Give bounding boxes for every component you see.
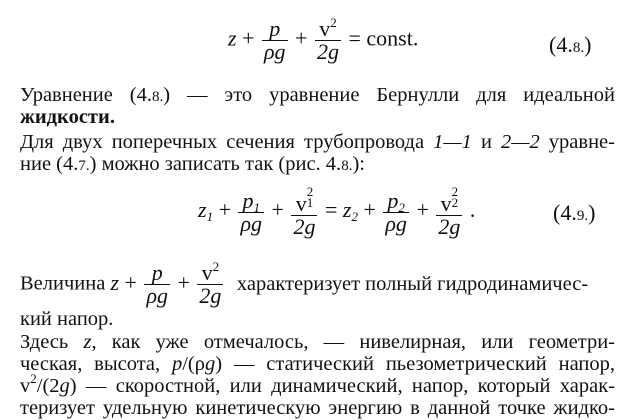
eq2-plus: + bbox=[218, 197, 231, 223]
para4-text: ) — статический пьезометрический напор, bbox=[215, 353, 615, 375]
eq2-p2 bbox=[383, 187, 409, 215]
eq2-sub: 1 bbox=[206, 209, 214, 225]
para3-velocity-fraction bbox=[197, 259, 223, 308]
eq2-p1 bbox=[238, 187, 264, 215]
eq2-v1 bbox=[291, 186, 317, 216]
eq2-velocity-fraction-1 bbox=[291, 186, 317, 238]
eq2-z: z bbox=[198, 197, 207, 223]
bernoulli-equation bbox=[228, 15, 419, 64]
eq1-number-value: 8. bbox=[572, 40, 585, 56]
para3-v-squared bbox=[197, 259, 223, 285]
para3-plus: + bbox=[124, 269, 137, 295]
para3-two-g: 2g bbox=[199, 283, 222, 308]
para1-text: жидкости. bbox=[20, 106, 115, 128]
para4-line1 bbox=[20, 331, 615, 353]
para3-line2 bbox=[20, 308, 615, 330]
para3-z: z bbox=[110, 269, 120, 295]
eq2-rho-g: ρg bbox=[240, 210, 263, 236]
eq1-number-suffix: ) bbox=[584, 32, 592, 57]
eq1-number-prefix: (4. bbox=[549, 32, 573, 57]
eq2-v: v bbox=[295, 191, 307, 216]
equation-number-4-9 bbox=[553, 200, 595, 226]
eq2-v1-indices bbox=[307, 186, 314, 208]
eq1-rho-g: ρg bbox=[263, 39, 286, 64]
para4-p: p bbox=[171, 353, 183, 375]
para3-v: v bbox=[201, 260, 213, 285]
para4-line4 bbox=[20, 397, 615, 419]
eq2-velocity-fraction-2 bbox=[436, 186, 462, 238]
para2-text: уравне- bbox=[539, 131, 615, 153]
eq1-square: 2 bbox=[330, 15, 337, 30]
equation-ref: 7. bbox=[78, 158, 90, 174]
para4-text: /(ρ bbox=[182, 353, 205, 375]
para4-text: ) — скоростной, или динамический, напор, который харак- bbox=[69, 375, 615, 397]
para3-p: p bbox=[144, 262, 170, 285]
para4-text: Здесь bbox=[20, 331, 84, 353]
eq2-p: p bbox=[387, 187, 399, 213]
eq1-v-squared bbox=[315, 15, 341, 41]
eq2-sub: 1 bbox=[306, 195, 314, 210]
para3-plus: + bbox=[177, 269, 190, 295]
para1-text: Уравнение (4. bbox=[20, 84, 152, 106]
para3-square: 2 bbox=[212, 259, 220, 274]
eq2-two-g: 2g bbox=[438, 214, 461, 239]
eq2-v2-indices bbox=[452, 186, 459, 208]
eq2-pressure-fraction-1 bbox=[238, 187, 264, 236]
para4-square: 2 bbox=[30, 371, 37, 386]
para4-g: g bbox=[59, 375, 70, 397]
para3-rho-g: ρg bbox=[146, 283, 168, 308]
section-label-2: 2—2 bbox=[501, 131, 540, 153]
eq2-rho-g: ρg bbox=[385, 210, 407, 236]
para4-g: g bbox=[205, 353, 216, 375]
eq2-plus: + bbox=[271, 197, 284, 223]
eq2-number-prefix: (4. bbox=[553, 200, 577, 225]
para2-line1 bbox=[20, 131, 615, 153]
eq2-sup: 2 bbox=[451, 184, 459, 199]
para4-text: ческая, высота, bbox=[20, 353, 172, 375]
para2-text: и bbox=[471, 131, 501, 153]
para1-line2 bbox=[20, 106, 615, 128]
para3-pressure-fraction bbox=[144, 262, 170, 307]
eq2-period: . bbox=[469, 197, 476, 223]
para4-line3 bbox=[20, 371, 615, 397]
section-label-1: 1—1 bbox=[433, 131, 472, 153]
figure-ref: 8. bbox=[341, 158, 353, 174]
eq1-velocity-fraction bbox=[315, 15, 341, 64]
para4-z: z bbox=[83, 331, 92, 353]
para4-text: , как уже отмечалось, — нивелирная, или геометри- bbox=[91, 331, 616, 353]
eq2-equals: = bbox=[324, 197, 338, 223]
equation-number-4-8 bbox=[549, 32, 591, 58]
eq2-number-suffix: ) bbox=[588, 200, 596, 225]
para4-v: v bbox=[20, 375, 31, 397]
two-section-equation bbox=[198, 186, 475, 238]
eq2-p: p bbox=[242, 187, 254, 213]
para2-text: ние (4. bbox=[20, 153, 79, 175]
para1-text: ) — это уравнение Бернулли для идеальной bbox=[163, 84, 615, 106]
para2-text: Для двух поперечных сечения трубопровода bbox=[20, 131, 434, 153]
para3-text: характеризует полный гидродинамичес- bbox=[236, 272, 589, 295]
eq2-plus: + bbox=[363, 197, 376, 223]
eq1-p: p bbox=[262, 18, 288, 41]
eq2-plus: + bbox=[416, 197, 429, 223]
eq2-sup: 2 bbox=[306, 184, 314, 199]
para3-line1 bbox=[20, 259, 589, 308]
para1-ref: 8. bbox=[151, 89, 164, 105]
para4-text: теризует удельную кинетическую энергию в данной точке жидко- bbox=[20, 397, 615, 419]
eq1-z: z bbox=[228, 25, 237, 51]
eq2-two-g: 2g bbox=[293, 214, 316, 239]
eq1-v: v bbox=[319, 16, 331, 41]
eq2-sub: 2 bbox=[351, 209, 358, 225]
eq1-const: = const. bbox=[348, 25, 419, 51]
para4-text: /(2 bbox=[36, 375, 60, 397]
eq1-two-g: 2g bbox=[316, 39, 339, 64]
eq1-plus: + bbox=[242, 25, 255, 51]
eq1-pressure-fraction bbox=[262, 18, 288, 63]
eq2-z2 bbox=[342, 197, 358, 225]
eq2-pressure-fraction-2 bbox=[383, 187, 409, 236]
eq2-v: v bbox=[440, 191, 452, 216]
para1-line1 bbox=[20, 84, 615, 108]
para4-line2 bbox=[20, 353, 615, 375]
eq2-z: z bbox=[342, 197, 352, 223]
eq2-sub: 2 bbox=[398, 199, 405, 215]
eq2-z1 bbox=[198, 197, 214, 225]
eq2-sub: 2 bbox=[451, 195, 459, 210]
para3-text: кий напор. bbox=[20, 308, 114, 330]
eq1-plus: + bbox=[295, 25, 308, 51]
eq2-sub: 1 bbox=[253, 199, 261, 215]
para3-text: Величина bbox=[20, 272, 106, 295]
eq2-number-value: 9. bbox=[576, 208, 589, 224]
para2-line2 bbox=[20, 153, 615, 177]
para2-text: ): bbox=[352, 153, 365, 175]
eq2-v2 bbox=[436, 186, 462, 216]
para2-text: ) можно записать так (рис. 4. bbox=[89, 153, 342, 175]
